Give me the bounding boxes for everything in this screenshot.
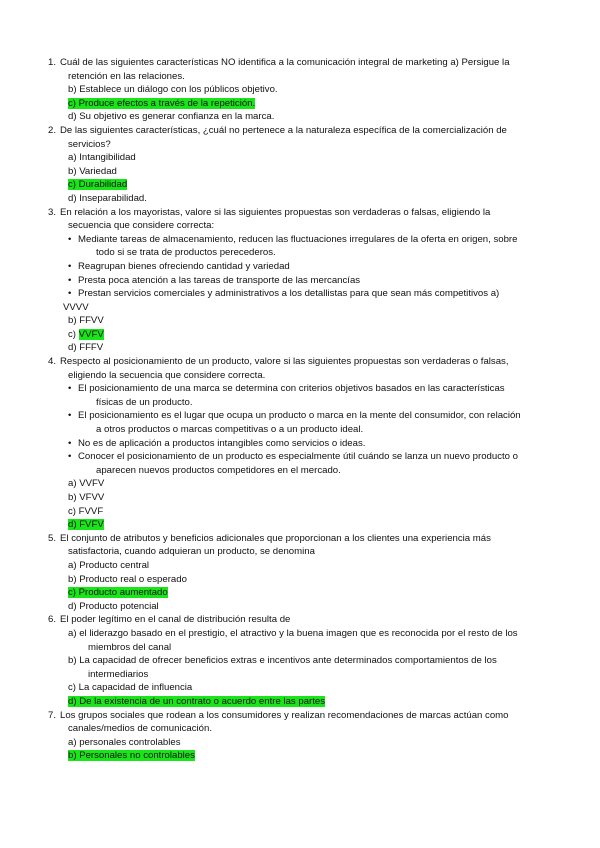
option-text: b) La capacidad de ofrecer beneficios extras e incentivos ante determinados comportamientos de los (68, 655, 497, 667)
option-overflow-text: VVVV (63, 301, 89, 313)
answer-option (48, 491, 558, 505)
question-line: secuencia que considere correcta: (68, 220, 215, 232)
answer-option (48, 341, 558, 355)
bullet-text: No es de aplicación a productos intangibles como servicios o ideas. (78, 437, 366, 449)
option-text: FFVV (79, 315, 104, 327)
question-number: 3. (48, 206, 57, 218)
question-line: satisfactoria, cuando adquieran un producto, se denomina (68, 546, 315, 558)
question-text (48, 355, 558, 369)
answer-option (48, 627, 558, 641)
question-text-cont (48, 219, 558, 233)
option-text: b) Variedad (68, 165, 117, 177)
option-text: d) Producto potencial (68, 600, 159, 612)
question-item (48, 355, 558, 532)
correct-answer-highlight: VVFV (78, 328, 104, 340)
correct-answer-highlight: d) De la existencia de un contrato o acuerdo entre las partes (68, 695, 326, 707)
question-line: El conjunto de atributos y beneficios adicionales que proporcionan a los clientes una experiencia más (60, 532, 491, 544)
bullet-text: físicas de un producto. (96, 396, 193, 408)
option-text: a) Producto central (68, 559, 150, 571)
answer-option (48, 518, 558, 532)
answer-option (48, 600, 558, 614)
question-line: Cuál de las siguientes características NO identifica a la comunicación integral de marketing a) Persigue la (60, 57, 510, 68)
option-text: FFFV (79, 342, 104, 354)
bullet-icon: • (68, 383, 72, 395)
correct-answer-highlight: c) Producto aumentado (68, 587, 168, 599)
bullet-text: Conocer el posicionamiento de un producto es especialmente útil cuándo se lanza un nuevo producto o (78, 451, 519, 463)
answer-option (48, 681, 558, 695)
question-text (48, 206, 558, 220)
answer-option (48, 477, 558, 491)
bullet-item (48, 233, 558, 260)
bullet-text: aparecen nuevos productos competidores en el mercado. (96, 464, 341, 476)
bullet-text: Presta poca atención a las tareas de transporte de las mercancías (78, 274, 361, 286)
question-text-cont (48, 70, 558, 84)
answer-option (48, 192, 558, 206)
question-number: 4. (48, 356, 57, 368)
bullet-text: todo si se trata de productos perecederos. (96, 247, 276, 259)
answer-option (48, 110, 558, 124)
option-text-cont: miembros del canal (88, 641, 172, 653)
answer-option (48, 736, 558, 750)
answer-option (48, 573, 558, 587)
question-number: 1. (48, 57, 57, 68)
option-text: d) Inseparabilidad. (68, 192, 147, 204)
question-text-cont (48, 138, 558, 152)
bullet-item (48, 382, 558, 409)
correct-answer-highlight: c) Produce efectos a través de la repetición. (68, 97, 256, 109)
bullet-item (48, 274, 558, 288)
answer-option (48, 314, 558, 328)
answer-option (48, 178, 558, 192)
option-letter: b) (68, 315, 77, 327)
answer-option (48, 749, 558, 763)
bullet-item (48, 287, 558, 301)
question-line: eligiendo la secuencia que considere correcta. (68, 369, 266, 381)
question-text (48, 124, 558, 138)
correct-answer-highlight: d) FVFV (68, 519, 104, 531)
question-line: servicios? (68, 138, 111, 150)
option-text: a) Intangibilidad (68, 152, 136, 164)
question-item (48, 532, 558, 614)
exam-document (48, 56, 558, 763)
question-line: De las siguientes características, ¿cuál no pertenece a la naturaleza específica de la comercialización de (60, 124, 507, 136)
answer-option (48, 559, 558, 573)
bullet-icon: • (68, 274, 72, 286)
option-text: a) personales controlables (68, 736, 181, 748)
bullet-icon: • (68, 233, 72, 245)
bullet-icon: • (68, 288, 72, 300)
answer-option (48, 83, 558, 97)
correct-answer-highlight: c) Durabilidad (68, 179, 128, 191)
bullet-text: Reagrupan bienes ofreciendo cantidad y variedad (78, 260, 290, 272)
option-text: b) Producto real o esperado (68, 573, 187, 585)
question-line: retención en las relaciones. (68, 70, 185, 82)
question-item (48, 56, 558, 124)
question-number: 6. (48, 614, 57, 626)
answer-option (48, 695, 558, 709)
bullet-item (48, 409, 558, 436)
option-text: a) el liderazgo basado en el prestigio, el atractivo y la buena imagen que es reconocida por el resto de los (68, 627, 518, 639)
answer-option (48, 654, 558, 668)
question-text (48, 56, 558, 70)
question-number: 5. (48, 532, 57, 544)
question-number: 7. (48, 709, 57, 721)
question-line: El poder legítimo en el canal de distribución resulta de (60, 614, 291, 626)
bullet-item (48, 450, 558, 477)
option-text: a) VVFV (68, 478, 105, 490)
option-text: b) VFVV (68, 492, 105, 503)
question-item (48, 709, 558, 763)
bullet-icon: • (68, 410, 72, 422)
answer-option (48, 586, 558, 600)
bullet-text: Prestan servicios comerciales y administrativos a los detallistas para que sean más competitivos a) (78, 288, 500, 300)
question-line: En relación a los mayoristas, valore si las siguientes propuestas son verdaderas o falsas, eligiendo la (60, 206, 491, 218)
option-letter: d) (68, 342, 77, 354)
question-text-cont (48, 545, 558, 559)
answer-option (48, 97, 558, 111)
question-item (48, 206, 558, 356)
bullet-item (48, 437, 558, 451)
question-text-cont (48, 722, 558, 736)
question-line: Los grupos sociales que rodean a los consumidores y realizan recomendaciones de marcas actúan como (60, 709, 509, 721)
option-text: c) La capacidad de influencia (68, 682, 193, 694)
option-text: c) FVVF (68, 505, 104, 517)
bullet-icon: • (68, 451, 72, 463)
question-text-cont (48, 369, 558, 383)
option-letter: c) (68, 328, 76, 340)
bullet-text: Mediante tareas de almacenamiento, reducen las fluctuaciones irregulares de la oferta en origen, sobre (78, 233, 518, 245)
question-item (48, 124, 558, 206)
question-number: 2. (48, 124, 57, 136)
question-text (48, 613, 558, 627)
question-line: Respecto al posicionamiento de un producto, valore si las siguientes propuestas son verdaderas o falsas, (60, 356, 509, 368)
bullet-item (48, 260, 558, 274)
bullet-text: El posicionamiento es el lugar que ocupa un producto o marca en la mente del consumidor, con relación (78, 410, 521, 422)
answer-option (48, 165, 558, 179)
option-text: d) Su objetivo es generar confianza en la marca. (68, 111, 275, 123)
question-line: canales/medios de comunicación. (68, 723, 212, 735)
bullet-text: a otros productos o marcas competitivas o a un producto ideal. (96, 424, 364, 436)
answer-option (48, 151, 558, 165)
correct-answer-highlight: b) Personales no controlables (68, 750, 195, 762)
question-item (48, 613, 558, 708)
answer-option (48, 505, 558, 519)
question-text (48, 532, 558, 546)
option-text-cont: intermediarios (88, 668, 149, 680)
bullet-icon: • (68, 437, 72, 449)
option-text: b) Establece un diálogo con los públicos objetivo. (68, 84, 278, 96)
bullet-text: El posicionamiento de una marca se determina con criterios objetivos basados en las características (78, 383, 505, 395)
answer-option (48, 328, 558, 342)
question-text (48, 709, 558, 723)
bullet-icon: • (68, 260, 72, 272)
